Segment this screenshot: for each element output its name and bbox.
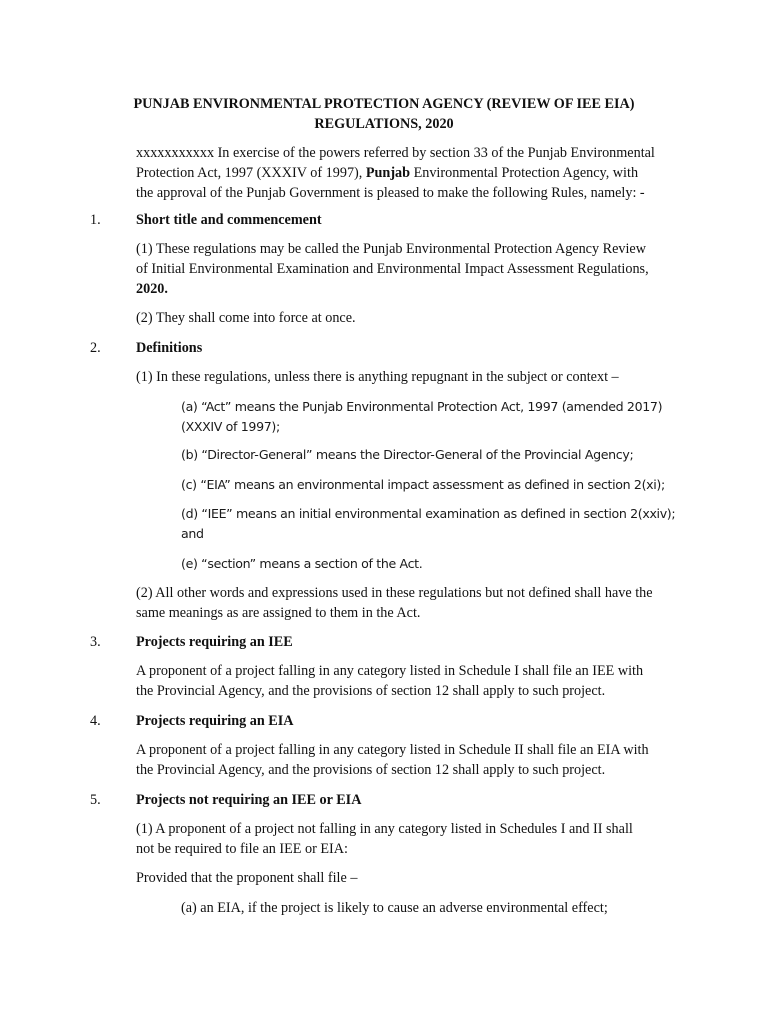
section-paragraph: (1) A proponent of a project not falling in any category listed in Schedules I and II shall not be required to file an IEE or EIA: bbox=[136, 821, 633, 857]
definition-item: (a) “Act” means the Punjab Environmental Protection Act, 1997 (amended 2017) (XXXIV of 1997); bbox=[181, 399, 663, 434]
section-number: 2. bbox=[90, 340, 101, 356]
section-number: 1. bbox=[90, 212, 101, 228]
definition-item: (c) “EIA” means an environmental impact assessment as defined in section 2(xi); bbox=[181, 477, 665, 492]
preamble-line: xxxxxxxxxxx In exercise of the powers referred by section 33 of the Punjab Environmental bbox=[136, 145, 655, 161]
preamble-line: the approval of the Punjab Government is pleased to make the following Rules, namely: - bbox=[136, 185, 645, 201]
section-heading: Projects not requiring an IEE or EIA bbox=[136, 792, 362, 808]
proviso-text: Provided that the proponent shall file – bbox=[136, 870, 358, 886]
preamble-bold-word: Punjab bbox=[365, 165, 411, 181]
section-heading: Short title and commencement bbox=[136, 212, 322, 228]
section-paragraph: (1) In these regulations, unless there is anything repugnant in the subject or context – bbox=[136, 369, 619, 385]
proviso-item: (a) an EIA, if the project is likely to cause an adverse environmental effect; bbox=[181, 900, 608, 916]
section-number: 4. bbox=[90, 713, 101, 729]
definition-item: (b) “Director-General” means the Director-General of the Provincial Agency; bbox=[181, 447, 634, 462]
section-number: 5. bbox=[90, 792, 101, 808]
section-heading: Projects requiring an IEE bbox=[136, 634, 293, 650]
section-paragraph: A proponent of a project falling in any category listed in Schedule II shall file an EIA with the Provincial Agency, and the provisions of section 12 shall apply to such project. bbox=[136, 742, 649, 778]
preamble bbox=[136, 143, 681, 203]
definition-item: (d) “IEE” means an initial environmental examination as defined in section 2(xxiv); and bbox=[181, 506, 676, 541]
section-heading: Definitions bbox=[136, 340, 203, 356]
section-paragraph: (1) These regulations may be called the Punjab Environmental Protection Agency Review of Initial Environmental Examination and Environmental Impact Assessment Regulations, 2020. bbox=[136, 241, 649, 297]
document-title-line2: REGULATIONS, 2020 bbox=[314, 116, 454, 132]
section-paragraph: (2) All other words and expressions used in these regulations but not defined shall have the same meanings as are assigned to them in the Act. bbox=[136, 585, 653, 621]
document-title-line1: PUNJAB ENVIRONMENTAL PROTECTION AGENCY (REVIEW OF IEE EIA) bbox=[133, 96, 635, 112]
section-heading: Projects requiring an EIA bbox=[136, 713, 294, 729]
section-number: 3. bbox=[90, 634, 101, 650]
section-paragraph: (2) They shall come into force at once. bbox=[136, 310, 356, 326]
section-paragraph: A proponent of a project falling in any category listed in Schedule I shall file an IEE with the Provincial Agency, and the provisions of section 12 shall apply to such project. bbox=[136, 663, 644, 699]
definition-item: (e) “section” means a section of the Act. bbox=[181, 556, 423, 571]
preamble-line: Protection Act, 1997 (XXXIV of 1997), Punjab Environmental Protection Agency, with bbox=[136, 165, 639, 181]
